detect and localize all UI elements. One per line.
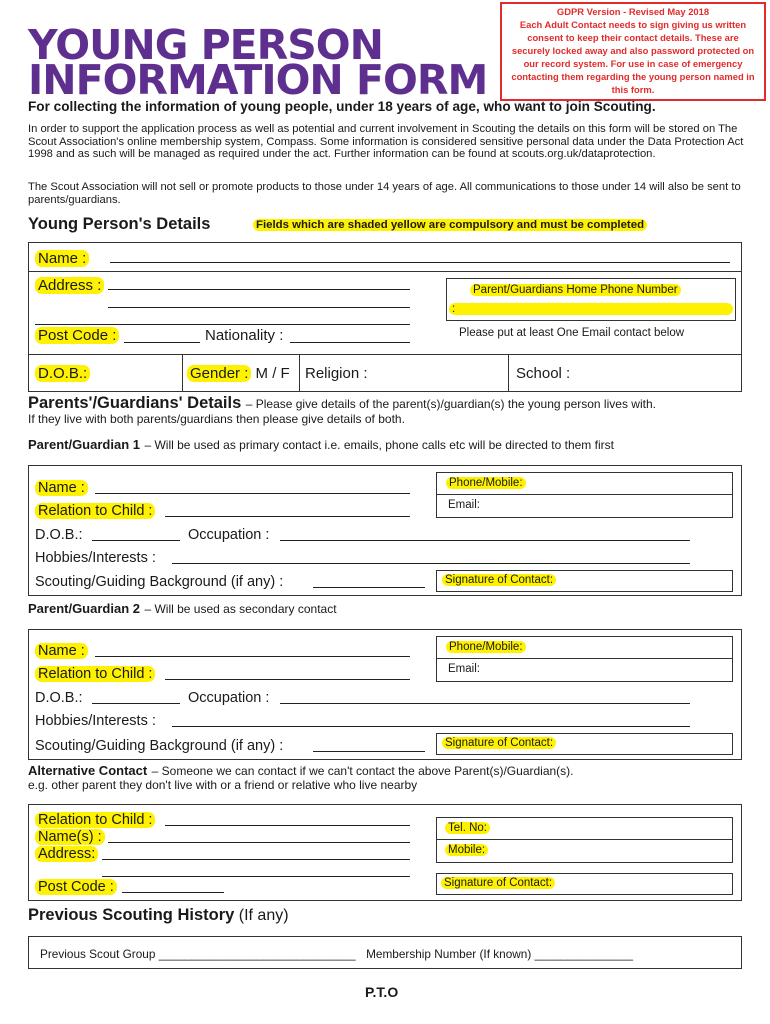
pg2-title: Parent/Guardian 2 — [28, 601, 140, 616]
pg1-occupation-label: Occupation : — [188, 527, 270, 543]
pg1-dob-field[interactable] — [92, 540, 180, 541]
alt-note: – Someone we can contact if we can't contact the above Parent(s)/Guardian(s). — [151, 764, 574, 778]
history-heading: Previous Scouting History — [28, 906, 235, 924]
intro-paragraph-1: In order to support the application process as well as potential and current involvement in Scouting the details on this form will be stored on The Scout Association's online membership system, Compass. Some information is considered sensitive personal data under the Data Protection Act 1998 and as such will be managed as required under the act. Further information can be found at scouts.org.uk/dataprotection. — [28, 123, 744, 161]
pg1-relation-field[interactable] — [165, 516, 410, 517]
pg2-hobbies-label: Hobbies/Interests : — [35, 713, 156, 729]
alt-postcode-field[interactable] — [122, 892, 224, 893]
yp-gender-label: Gender : — [187, 365, 251, 382]
gdpr-notice — [500, 2, 766, 101]
pg1-relation-label: Relation to Child : — [35, 503, 155, 519]
yp-nationality-label: Nationality : — [205, 327, 284, 344]
pg2-name-label: Name : — [35, 643, 88, 659]
pg2-dob-field[interactable] — [92, 703, 180, 704]
yp-name-row — [28, 242, 742, 272]
alt-address-field-1[interactable] — [102, 859, 410, 860]
yp-nationality-field[interactable] — [290, 342, 410, 343]
history-group-label: Previous Scout Group — [40, 947, 156, 961]
alt-note-2: e.g. other parent they don't live with or a friend or relative who live nearby — [28, 778, 418, 792]
yp-religion-label: Religion : — [305, 365, 368, 382]
pg1-title: Parent/Guardian 1 — [28, 437, 140, 452]
alt-title: Alternative Contact — [28, 763, 148, 778]
pg1-occupation-field[interactable] — [280, 540, 690, 541]
pg1-phone-label: Phone/Mobile: — [446, 477, 526, 489]
alt-relation-label: Relation to Child : — [35, 812, 155, 828]
pg1-hobbies-label: Hobbies/Interests : — [35, 550, 156, 566]
history-membership-field[interactable]: _______________ — [534, 947, 633, 961]
history-membership-label: Membership Number (If known) — [366, 947, 532, 961]
pg1-name-label: Name : — [35, 480, 88, 496]
alt-address-label: Address: — [35, 846, 98, 862]
pg2-relation-field[interactable] — [165, 679, 410, 680]
pg2-name-field[interactable] — [95, 656, 410, 657]
intro-paragraph-2: The Scout Association will not sell or promote products to those under 14 years of age. All communications to those under 14 will also be sent to parents/guardians. — [28, 181, 741, 206]
alt-mobile-label: Mobile: — [445, 844, 488, 856]
pg1-background-field[interactable] — [313, 587, 425, 588]
yp-address-label: Address : — [35, 277, 104, 294]
email-note: Please put at least One Email contact below — [459, 327, 685, 339]
yp-name-label: Name : — [35, 250, 89, 267]
pg1-note: – Will be used as primary contact i.e. emails, phone calls etc will be directed to them first — [144, 438, 614, 452]
gdpr-title: GDPR Version - Revised May 2018 — [556, 6, 710, 17]
pg2-phone-label: Phone/Mobile: — [446, 641, 526, 653]
compulsory-note: Fields which are shaded yellow are compulsory and must be completed — [253, 219, 647, 231]
alt-address-field-2[interactable] — [102, 876, 410, 877]
parents-note: If they live with both parents/guardians then please give details of both. — [28, 412, 405, 426]
yp-school-label: School : — [516, 365, 571, 382]
pg2-hobbies-field[interactable] — [172, 726, 690, 727]
pg2-relation-label: Relation to Child : — [35, 666, 155, 682]
yp-address-field-1[interactable] — [108, 289, 410, 290]
home-phone-label: Parent/Guardians Home Phone Number — [470, 284, 681, 296]
yp-dob-label: D.O.B.: — [35, 365, 90, 382]
pto-label: P.T.O — [365, 984, 399, 1000]
yp-postcode-field[interactable] — [124, 342, 200, 343]
pg2-background-field[interactable] — [313, 751, 425, 752]
young-person-heading: Young Person's Details — [28, 215, 211, 233]
pg1-background-label: Scouting/Guiding Background (if any) : — [35, 574, 284, 590]
gdpr-text: Each Adult Contact needs to sign giving us written consent to keep their contact details. These are securely locked away and also password protected on our record system. For use in case of emergency contacting them regarding the young person named in this form. — [511, 19, 755, 95]
yp-gender-options[interactable]: M / F — [255, 365, 290, 382]
yp-name-field[interactable] — [110, 262, 730, 263]
parents-heading: Parents'/Guardians' Details — [28, 394, 242, 412]
pg2-email-label: Email: — [448, 663, 480, 675]
pg1-signature-label: Signature of Contact: — [442, 574, 556, 586]
parents-heading-note: – Please give details of the parent(s)/guardian(s) the young person lives with. — [245, 397, 656, 411]
pg1-email-label: Email: — [448, 499, 480, 511]
pg2-dob-label: D.O.B.: — [35, 690, 83, 706]
alt-names-field[interactable] — [108, 842, 410, 843]
alt-names-label: Name(s) : — [35, 829, 105, 845]
history-group-field[interactable]: ______________________________ — [158, 947, 356, 961]
form-title-line1: YOUNG PERSON — [28, 21, 383, 69]
home-phone-field[interactable]: : — [449, 303, 733, 315]
form-title-line2: INFORMATION FORM — [28, 56, 488, 104]
pg2-occupation-field[interactable] — [280, 703, 690, 704]
pg1-hobbies-field[interactable] — [172, 563, 690, 564]
yp-dob-row — [28, 354, 742, 392]
yp-postcode-label: Post Code : — [35, 327, 119, 344]
pg2-note: – Will be used as secondary contact — [144, 602, 337, 616]
alt-postcode-label: Post Code : — [35, 879, 117, 895]
yp-address-field-3[interactable] — [35, 324, 410, 325]
pg2-background-label: Scouting/Guiding Background (if any) : — [35, 738, 284, 754]
alt-signature-label: Signature of Contact: — [441, 877, 555, 889]
alt-tel-label: Tel. No: — [445, 822, 490, 834]
pg2-occupation-label: Occupation : — [188, 690, 270, 706]
pg1-dob-label: D.O.B.: — [35, 527, 83, 543]
history-heading-note: (If any) — [238, 907, 289, 924]
yp-address-field-2[interactable] — [108, 307, 410, 308]
alt-relation-field[interactable] — [165, 825, 410, 826]
form-subtitle: For collecting the information of young people, under 18 years of age, who want to join Scouting. — [28, 99, 656, 114]
pg1-name-field[interactable] — [95, 493, 410, 494]
pg2-signature-label: Signature of Contact: — [442, 737, 556, 749]
